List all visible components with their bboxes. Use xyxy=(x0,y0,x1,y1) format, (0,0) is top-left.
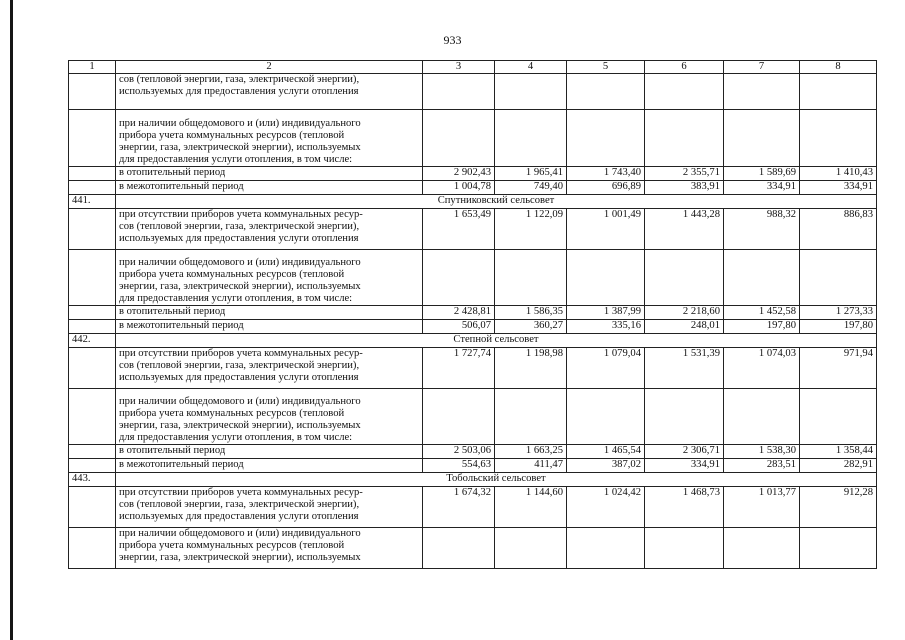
value-cell: 1 358,44 xyxy=(800,445,877,459)
section-number: 441. xyxy=(69,195,116,209)
value-cell: 1 122,09 xyxy=(495,209,567,250)
value-cell: 749,40 xyxy=(495,181,567,195)
value-cell xyxy=(567,74,645,110)
value-cell xyxy=(423,528,495,569)
description-line: используемых для предоставления услуги отопления xyxy=(119,86,359,97)
column-number: 7 xyxy=(724,61,800,74)
description-line: используемых для предоставления услуги отопления xyxy=(119,511,359,522)
description-cell xyxy=(116,389,423,445)
section-header-row xyxy=(69,334,877,348)
description-line: при отсутствии приборов учета коммунальных ресур- xyxy=(119,348,363,359)
description-cell: в отопительный период xyxy=(116,167,423,181)
column-number-row xyxy=(69,61,877,74)
value-cell xyxy=(495,528,567,569)
table-row xyxy=(69,74,877,110)
row-number-cell xyxy=(69,181,116,195)
table-row xyxy=(69,487,877,528)
column-number: 5 xyxy=(567,61,645,74)
description-line: при отсутствии приборов учета коммунальных ресур- xyxy=(119,487,363,498)
value-cell: 335,16 xyxy=(567,320,645,334)
value-cell xyxy=(495,250,567,306)
row-number-cell xyxy=(69,528,116,569)
value-cell: 248,01 xyxy=(645,320,724,334)
value-cell: 334,91 xyxy=(724,181,800,195)
column-number: 2 xyxy=(116,61,423,74)
section-title: Тобольский сельсовет xyxy=(116,473,877,487)
value-cell xyxy=(495,110,567,167)
column-number: 4 xyxy=(495,61,567,74)
value-cell: 197,80 xyxy=(724,320,800,334)
value-cell: 1 465,54 xyxy=(567,445,645,459)
page-number: 933 xyxy=(443,33,462,47)
section-number: 442. xyxy=(69,334,116,348)
table-row xyxy=(69,250,877,306)
table-row xyxy=(69,110,877,167)
value-cell: 2 428,81 xyxy=(423,306,495,320)
value-cell xyxy=(567,389,645,445)
description-line: энергии, газа, электрической энергии), используемых xyxy=(119,420,361,431)
value-cell: 912,28 xyxy=(800,487,877,528)
description-cell xyxy=(116,528,423,569)
description-cell: в межотопительный период xyxy=(116,459,423,473)
value-cell: 197,80 xyxy=(800,320,877,334)
value-cell xyxy=(423,250,495,306)
row-number-cell xyxy=(69,459,116,473)
description-line: энергии, газа, электрической энергии), используемых xyxy=(119,142,361,153)
value-cell: 696,89 xyxy=(567,181,645,195)
row-number-cell xyxy=(69,250,116,306)
row-number-cell xyxy=(69,389,116,445)
row-number-cell xyxy=(69,320,116,334)
table-row xyxy=(69,528,877,569)
value-cell: 2 355,71 xyxy=(645,167,724,181)
tariff-table xyxy=(68,60,877,569)
row-number-cell xyxy=(69,167,116,181)
value-cell xyxy=(800,389,877,445)
value-cell xyxy=(567,250,645,306)
row-number-cell xyxy=(69,348,116,389)
value-cell: 506,07 xyxy=(423,320,495,334)
row-number-cell xyxy=(69,74,116,110)
value-cell xyxy=(645,74,724,110)
description-cell: в отопительный период xyxy=(116,306,423,320)
table-row xyxy=(69,306,877,320)
binding-edge xyxy=(10,0,13,640)
value-cell: 988,32 xyxy=(724,209,800,250)
description-cell: в отопительный период xyxy=(116,445,423,459)
table-row xyxy=(69,348,877,389)
description-line: при наличии общедомового и (или) индивидуального xyxy=(119,118,361,129)
column-number: 1 xyxy=(69,61,116,74)
value-cell: 2 306,71 xyxy=(645,445,724,459)
value-cell xyxy=(645,389,724,445)
section-number: 443. xyxy=(69,473,116,487)
value-cell: 334,91 xyxy=(645,459,724,473)
row-number-cell xyxy=(69,110,116,167)
section-header-row xyxy=(69,473,877,487)
value-cell: 1 024,42 xyxy=(567,487,645,528)
description-cell xyxy=(116,348,423,389)
description-cell: в межотопительный период xyxy=(116,320,423,334)
value-cell xyxy=(724,528,800,569)
value-cell xyxy=(645,528,724,569)
value-cell xyxy=(423,110,495,167)
value-cell: 1 074,03 xyxy=(724,348,800,389)
description-line: прибора учета коммунальных ресурсов (тепловой xyxy=(119,408,345,419)
value-cell xyxy=(645,110,724,167)
value-cell: 1 531,39 xyxy=(645,348,724,389)
value-cell: 1 001,49 xyxy=(567,209,645,250)
value-cell xyxy=(423,389,495,445)
description-cell xyxy=(116,209,423,250)
row-number-cell xyxy=(69,487,116,528)
table-row xyxy=(69,445,877,459)
value-cell xyxy=(645,250,724,306)
description-line: при отсутствии приборов учета коммунальных ресур- xyxy=(119,209,363,220)
value-cell: 1 443,28 xyxy=(645,209,724,250)
section-title: Спутниковский сельсовет xyxy=(116,195,877,209)
value-cell xyxy=(724,110,800,167)
value-cell: 283,51 xyxy=(724,459,800,473)
description-line: сов (тепловой энергии, газа, электрической энергии), xyxy=(119,221,360,232)
table-row xyxy=(69,167,877,181)
value-cell: 886,83 xyxy=(800,209,877,250)
value-cell xyxy=(800,74,877,110)
description-cell: в межотопительный период xyxy=(116,181,423,195)
value-cell: 1 144,60 xyxy=(495,487,567,528)
value-cell: 1 727,74 xyxy=(423,348,495,389)
value-cell xyxy=(567,528,645,569)
value-cell: 1 013,77 xyxy=(724,487,800,528)
value-cell xyxy=(495,74,567,110)
description-line: используемых для предоставления услуги отопления xyxy=(119,372,359,383)
value-cell: 2 902,43 xyxy=(423,167,495,181)
description-line: энергии, газа, электрической энергии), используемых xyxy=(119,552,361,563)
value-cell: 383,91 xyxy=(645,181,724,195)
value-cell xyxy=(724,389,800,445)
description-line: для предоставления услуги отопления, в том числе: xyxy=(119,432,353,443)
value-cell: 1 079,04 xyxy=(567,348,645,389)
description-line: прибора учета коммунальных ресурсов (тепловой xyxy=(119,269,345,280)
value-cell xyxy=(724,250,800,306)
value-cell: 2 503,06 xyxy=(423,445,495,459)
value-cell: 1 387,99 xyxy=(567,306,645,320)
row-number-cell xyxy=(69,209,116,250)
description-line: сов (тепловой энергии, газа, электрической энергии), xyxy=(119,499,360,510)
description-line: при наличии общедомового и (или) индивидуального xyxy=(119,396,361,407)
value-cell: 360,27 xyxy=(495,320,567,334)
value-cell: 1 452,58 xyxy=(724,306,800,320)
value-cell: 2 218,60 xyxy=(645,306,724,320)
column-number: 6 xyxy=(645,61,724,74)
value-cell: 1 004,78 xyxy=(423,181,495,195)
table-row xyxy=(69,459,877,473)
value-cell: 1 653,49 xyxy=(423,209,495,250)
row-number-cell xyxy=(69,306,116,320)
value-cell: 1 965,41 xyxy=(495,167,567,181)
value-cell: 971,94 xyxy=(800,348,877,389)
value-cell: 387,02 xyxy=(567,459,645,473)
value-cell: 411,47 xyxy=(495,459,567,473)
value-cell xyxy=(495,389,567,445)
table-row xyxy=(69,320,877,334)
description-line: сов (тепловой энергии, газа, электрической энергии), xyxy=(119,74,360,85)
value-cell xyxy=(567,110,645,167)
value-cell xyxy=(800,250,877,306)
description-line: прибора учета коммунальных ресурсов (тепловой xyxy=(119,540,345,551)
table-row xyxy=(69,181,877,195)
description-line: энергии, газа, электрической энергии), используемых xyxy=(119,281,361,292)
description-cell xyxy=(116,487,423,528)
value-cell xyxy=(724,74,800,110)
description-line: сов (тепловой энергии, газа, электрической энергии), xyxy=(119,360,360,371)
value-cell xyxy=(800,528,877,569)
description-line: прибора учета коммунальных ресурсов (тепловой xyxy=(119,130,345,141)
table-row xyxy=(69,389,877,445)
value-cell: 334,91 xyxy=(800,181,877,195)
value-cell: 282,91 xyxy=(800,459,877,473)
value-cell xyxy=(800,110,877,167)
table-row xyxy=(69,209,877,250)
description-cell xyxy=(116,74,423,110)
value-cell: 1 198,98 xyxy=(495,348,567,389)
description-cell xyxy=(116,250,423,306)
value-cell: 554,63 xyxy=(423,459,495,473)
description-line: для предоставления услуги отопления, в том числе: xyxy=(119,154,353,165)
value-cell xyxy=(423,74,495,110)
description-line: для предоставления услуги отопления, в том числе: xyxy=(119,293,353,304)
value-cell: 1 538,30 xyxy=(724,445,800,459)
section-header-row xyxy=(69,195,877,209)
column-number: 8 xyxy=(800,61,877,74)
value-cell: 1 273,33 xyxy=(800,306,877,320)
value-cell: 1 586,35 xyxy=(495,306,567,320)
value-cell: 1 674,32 xyxy=(423,487,495,528)
value-cell: 1 589,69 xyxy=(724,167,800,181)
description-line: при наличии общедомового и (или) индивидуального xyxy=(119,528,361,539)
row-number-cell xyxy=(69,445,116,459)
description-line: используемых для предоставления услуги отопления xyxy=(119,233,359,244)
description-cell xyxy=(116,110,423,167)
value-cell: 1 743,40 xyxy=(567,167,645,181)
description-line: при наличии общедомового и (или) индивидуального xyxy=(119,257,361,268)
column-number: 3 xyxy=(423,61,495,74)
value-cell: 1 468,73 xyxy=(645,487,724,528)
value-cell: 1 663,25 xyxy=(495,445,567,459)
section-title: Степной сельсовет xyxy=(116,334,877,348)
value-cell: 1 410,43 xyxy=(800,167,877,181)
